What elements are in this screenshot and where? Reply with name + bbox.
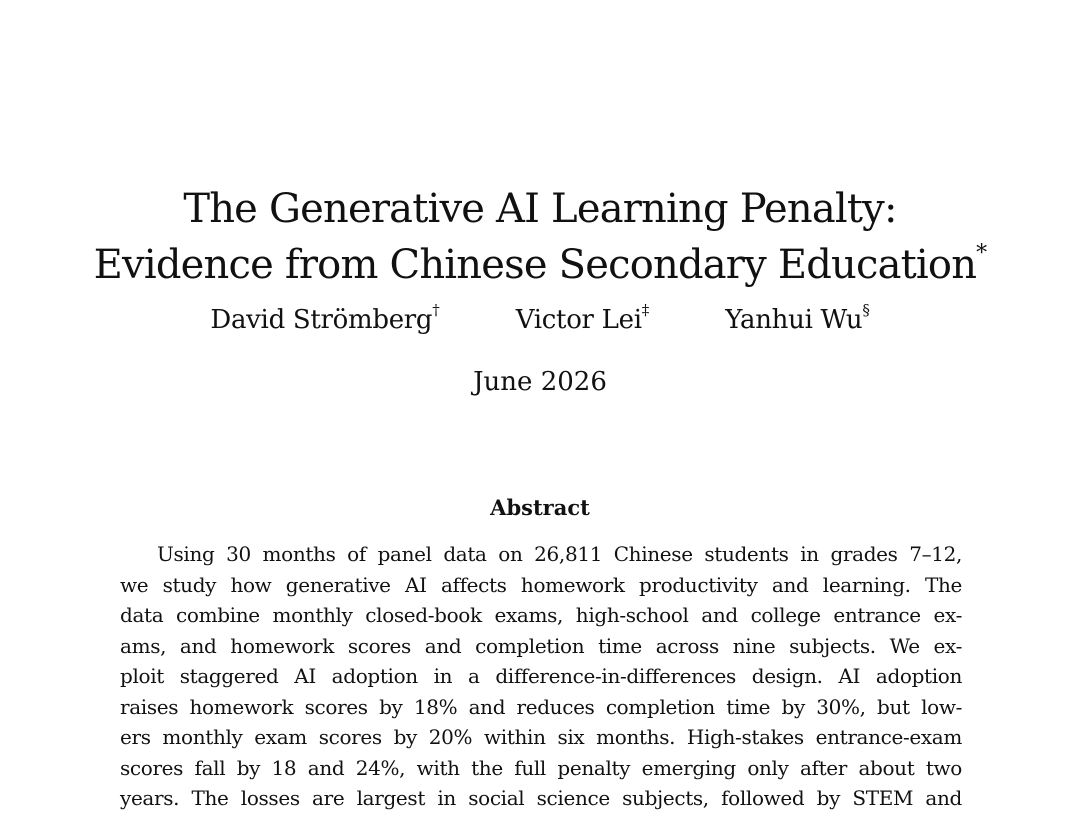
abstract-line: raises homework scores by 18% and reduces completion time by 30%, but low-	[120, 694, 962, 719]
author-2	[516, 300, 649, 340]
author-footnote-mark[interactable]: †	[432, 301, 440, 319]
title-footnote-mark[interactable]: *	[976, 240, 987, 266]
author-footnote-mark[interactable]: §	[862, 301, 870, 319]
abstract-line: years. The losses are largest in social science subjects, followed by STEM and	[120, 786, 962, 810]
author-3	[725, 300, 869, 340]
abstract-body	[120, 539, 962, 814]
abstract-line: ers monthly exam scores by 20% within six months. High-stakes entrance-exam	[120, 725, 962, 749]
author-footnote-mark[interactable]: ‡	[641, 301, 649, 319]
author-name: David Strömberg	[210, 305, 433, 335]
title-line-2	[0, 237, 1080, 293]
abstract-heading: Abstract	[490, 495, 590, 520]
title-line-2-text: Evidence from Chinese Secondary Education	[93, 241, 977, 288]
abstract-line: Using 30 months of panel data on 26,811 Chinese students in grades 7–12,	[157, 542, 962, 566]
abstract-line: we study how generative AI affects homework productivity and learning. The	[120, 572, 962, 597]
abstract-line: ploit staggered AI adoption in a difference-in-differences design. AI adoption	[120, 664, 962, 688]
author-1	[210, 300, 439, 340]
paper-title	[0, 181, 1080, 293]
publication-date: June 2026	[473, 367, 607, 397]
abstract-line: ams, and homework scores and completion time across nine subjects. We ex-	[120, 633, 962, 658]
abstract-line: scores fall by 18 and 24%, with the full penalty emerging only after about two	[120, 755, 962, 780]
author-list	[0, 300, 1080, 340]
author-name: Yanhui Wu	[725, 305, 863, 335]
title-line-1: The Generative AI Learning Penalty:	[183, 185, 897, 232]
abstract-line: data combine monthly closed-book exams, high-school and college entrance ex-	[120, 603, 962, 627]
author-name: Victor Lei	[515, 305, 642, 335]
